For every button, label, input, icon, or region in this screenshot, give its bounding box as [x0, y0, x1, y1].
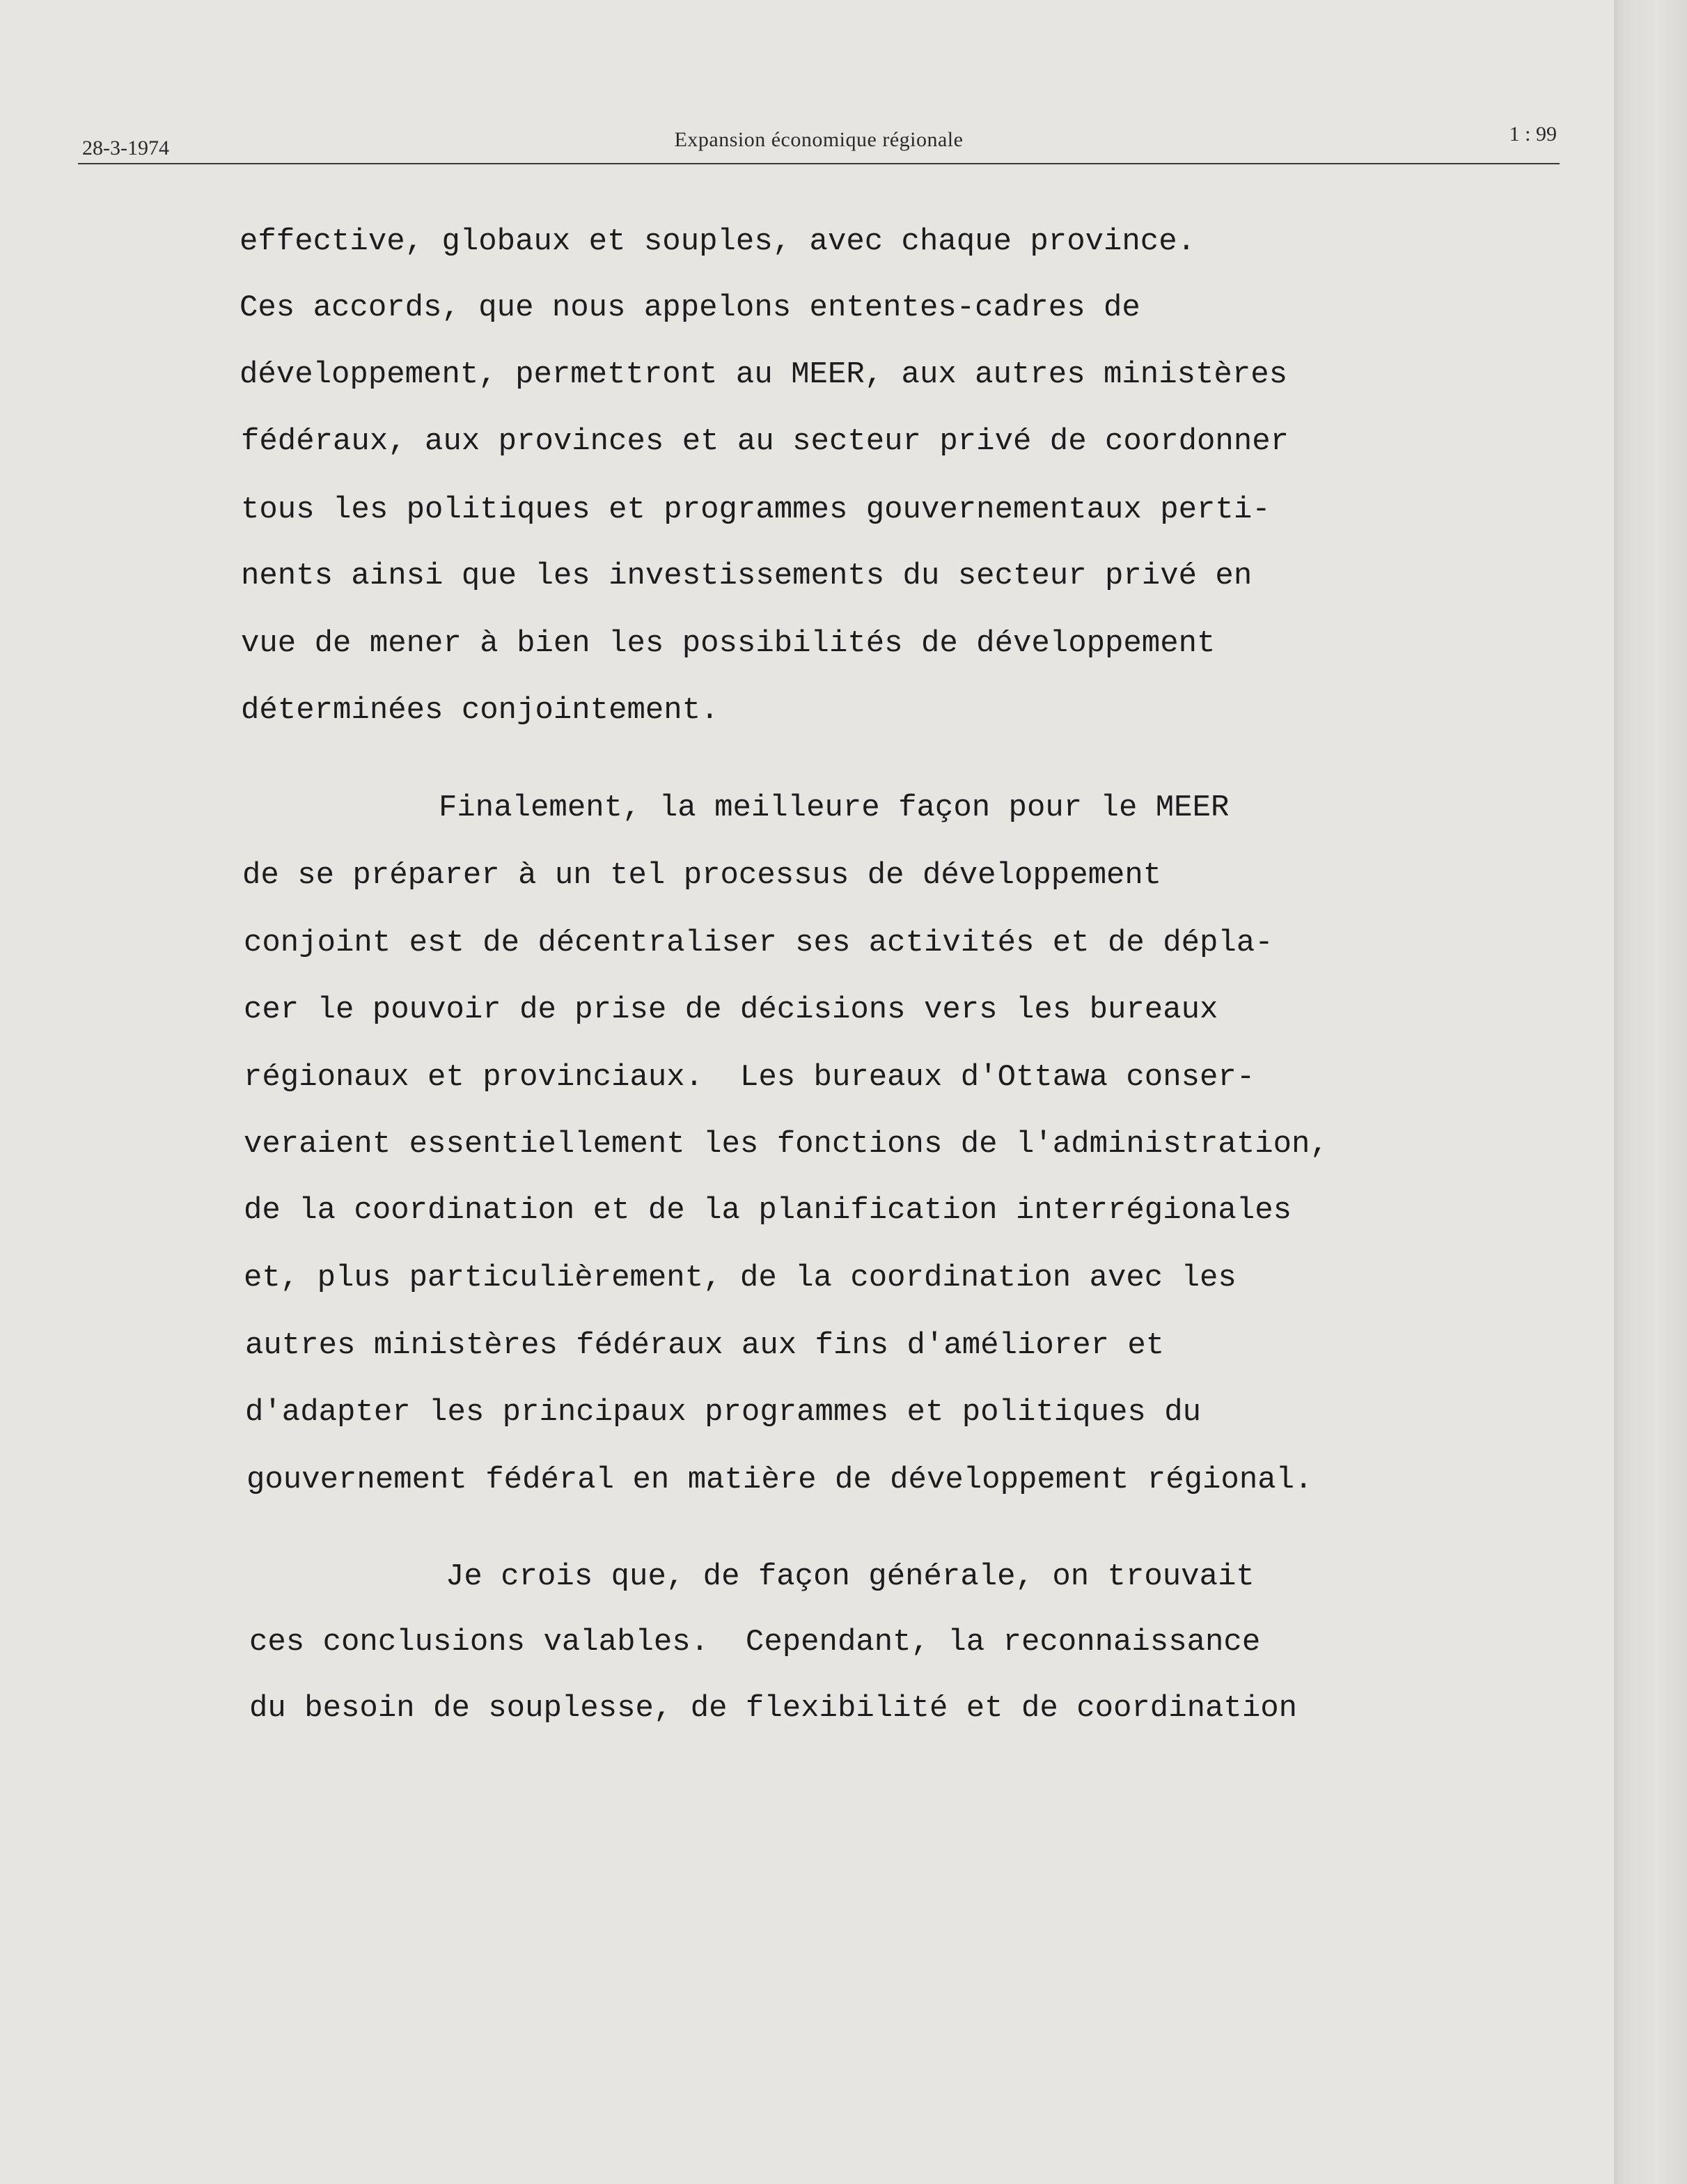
- text-line: Finalement, la meilleure façon pour le MEER: [439, 790, 1230, 825]
- header-page-number: 1 : 99: [1509, 123, 1557, 146]
- text-line: autres ministères fédéraux aux fins d'améliorer et: [245, 1328, 1165, 1363]
- text-line: Ces accords, que nous appelons ententes-cadres de: [240, 290, 1140, 325]
- text-line: conjoint est de décentraliser ses activités et de dépla-: [244, 926, 1273, 960]
- text-line: régionaux et provinciaux. Les bureaux d'Ottawa conser-: [244, 1060, 1255, 1095]
- text-line: veraient essentiellement les fonctions de l'administration,: [244, 1127, 1328, 1162]
- header-date: 28-3-1974: [82, 136, 169, 159]
- text-line: fédéraux, aux provinces et au secteur privé de coordonner: [241, 424, 1289, 459]
- text-line: Je crois que, de façon générale, on trouvait: [446, 1559, 1255, 1594]
- text-line: développement, permettront au MEER, aux autres ministères: [240, 357, 1288, 392]
- text-line: de se préparer à un tel processus de développement: [242, 858, 1162, 893]
- text-line: du besoin de souplesse, de flexibilité et de coordination: [249, 1691, 1298, 1726]
- text-line: nents ainsi que les investissements du secteur privé en: [241, 559, 1253, 593]
- page-edge-shadow: [1614, 0, 1687, 2184]
- header-title: Expansion économique régionale: [674, 128, 964, 151]
- text-line: vue de mener à bien les possibilités de développement: [241, 626, 1216, 661]
- text-line: déterminées conjointement.: [241, 693, 719, 728]
- text-line: et, plus particulièrement, de la coordination avec les: [244, 1261, 1237, 1295]
- text-line: ces conclusions valables. Cependant, la reconnaissance: [249, 1625, 1261, 1660]
- text-line: gouvernement fédéral en matière de développement régional.: [246, 1462, 1313, 1497]
- text-line: cer le pouvoir de prise de décisions vers les bureaux: [244, 992, 1218, 1027]
- text-line: d'adapter les principaux programmes et politiques du: [245, 1395, 1202, 1430]
- text-line: tous les politiques et programmes gouvernementaux perti-: [241, 492, 1271, 527]
- text-line: effective, globaux et souples, avec chaque province.: [240, 224, 1196, 259]
- text-line: de la coordination et de la planification interrégionales: [244, 1193, 1292, 1228]
